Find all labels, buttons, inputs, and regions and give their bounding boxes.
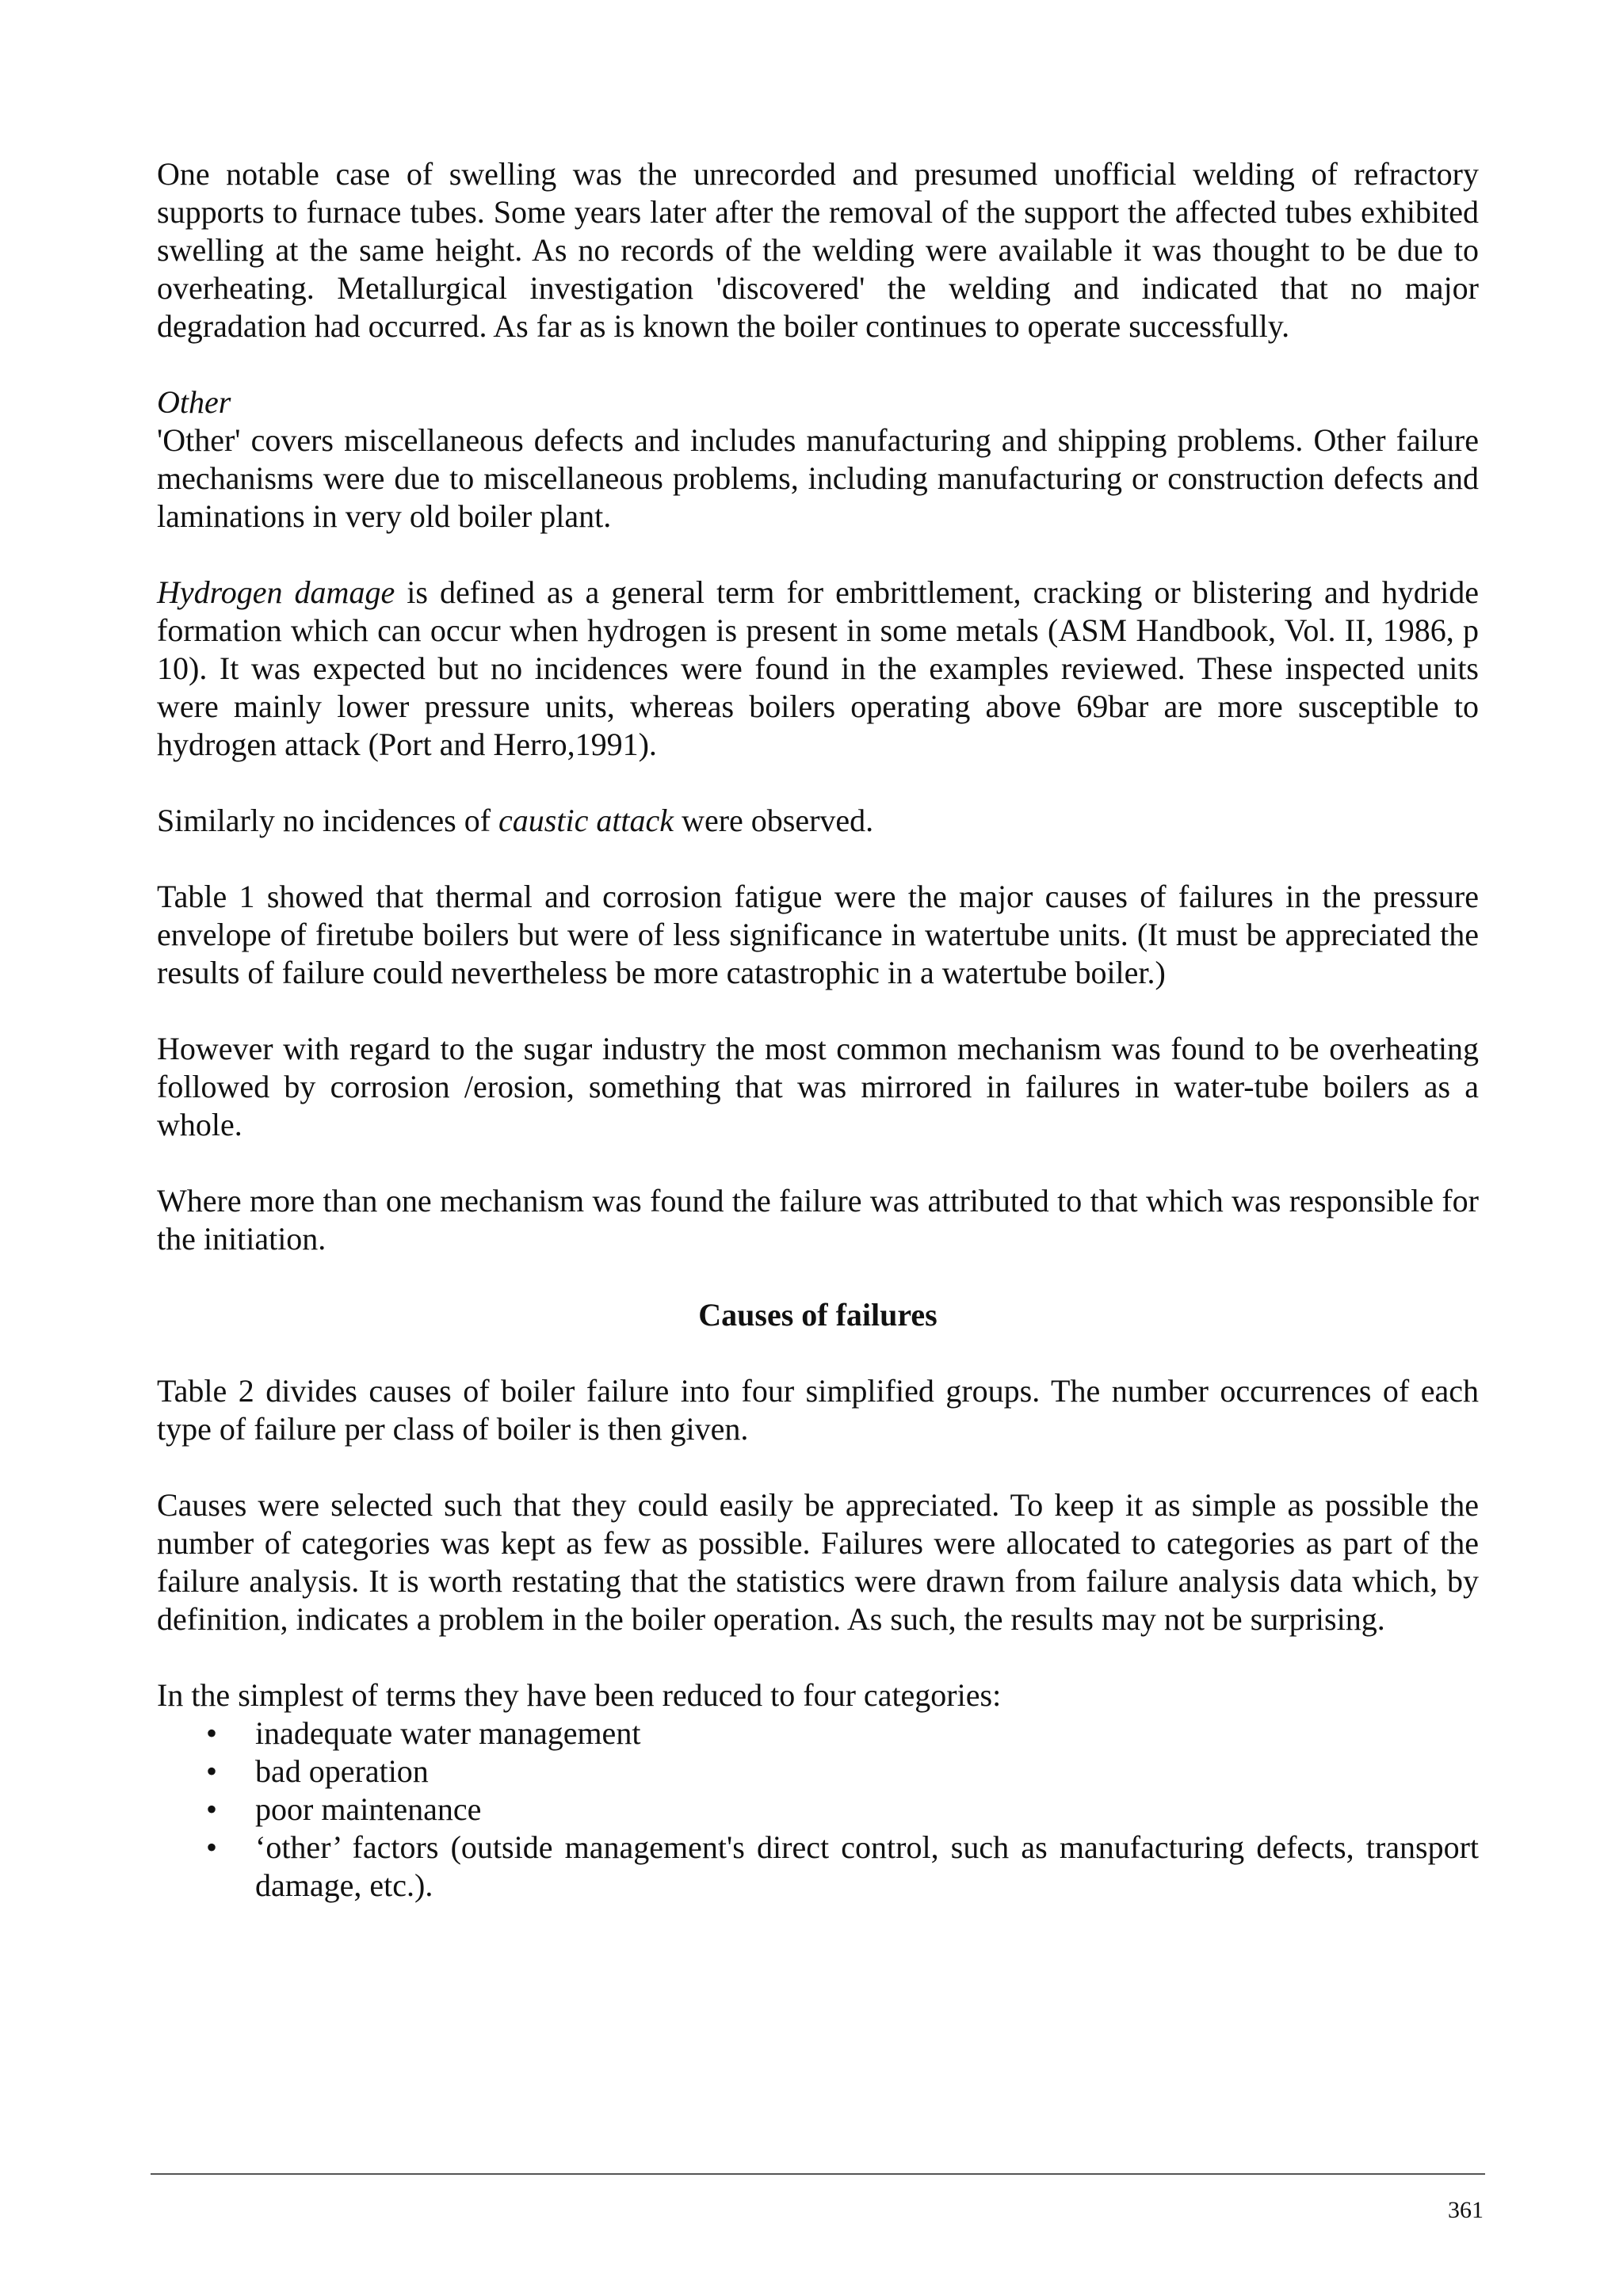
paragraph-mechanism-attribution: Where more than one mechanism was found the failure was attributed to that which was responsible for the initiation. — [157, 1183, 1479, 1257]
bullet-icon: • — [206, 1715, 218, 1751]
bullet-icon: • — [206, 1829, 218, 1865]
paragraph-hydrogen-damage — [157, 574, 1479, 764]
page-body — [157, 155, 1479, 1905]
paragraph-table1-summary: Table 1 showed that thermal and corrosion fatigue were the major causes of failures in the pressure envelope of firetube boilers but were of less significance in watertube units. (It must be appreciated the results of failure could nevertheless be more catastrophic in a watertube boiler.) — [157, 879, 1479, 990]
list-item — [157, 1791, 1479, 1829]
section-heading-causes-of-failures: Causes of failures — [698, 1297, 938, 1333]
list-item-text: ‘other’ factors (outside management's direct control, such as manufacturing defects, transport damage, etc.). — [255, 1829, 1479, 1903]
term-hydrogen-damage: Hydrogen damage — [157, 574, 395, 610]
page-number: 361 — [1448, 2197, 1484, 2223]
list-item — [157, 1714, 1479, 1753]
paragraph-categories-selection: Causes were selected such that they could easily be appreciated. To keep it as simple as possible the number of categories was kept as few as possible. Failures were allocated to categories as part of the failure analysis. It is worth restating that the statistics were drawn from failure analysis data which, by definition, indicates a problem in the boiler operation. As such, the results may not be surprising. — [157, 1487, 1479, 1637]
list-item — [157, 1753, 1479, 1791]
paragraph-hydrogen-damage-text: is defined as a general term for embrittlement, cracking or blistering and hydride formation which can occur when hydrogen is present in some metals (ASM Handbook, Vol. II, 1986, p 10). It was expected but no incidences were found in the examples reviewed. These inspected units were mainly lower pressure units, whereas boilers operating above 69bar are more susceptible to hydrogen attack (Port and Herro,1991). — [157, 574, 1479, 762]
section-other — [157, 383, 1479, 536]
categories-list — [157, 1714, 1479, 1905]
paragraph-other: 'Other' covers miscellaneous defects and includes manufacturing and shipping problems. Other failure mechanisms were due to miscellaneous problems, including manufacturing or construction defects and laminations in very old boiler plant. — [157, 422, 1479, 534]
paragraph-four-categories-intro: In the simplest of terms they have been reduced to four categories: — [157, 1677, 1002, 1713]
paragraph-table2-intro: Table 2 divides causes of boiler failure into four simplified groups. The number occurrences of each type of failure per class of boiler is then given. — [157, 1373, 1479, 1447]
footer-divider — [151, 2173, 1485, 2175]
list-item — [157, 1829, 1479, 1905]
paragraph-sugar-industry: However with regard to the sugar industry the most common mechanism was found to be overheating followed by corrosion /erosion, something that was mirrored in failures in water-tube boilers as a whole. — [157, 1031, 1479, 1142]
list-item-text: inadequate water management — [255, 1715, 641, 1751]
paragraph-caustic-attack-start: Similarly no incidences of — [157, 803, 499, 838]
paragraph-swelling-case: One notable case of swelling was the unrecorded and presumed unofficial welding of refractory supports to furnace tubes. Some years later after the removal of the support the affected tubes exhibited swelling at the same height. As no records of the welding were available it was thought to be due to overheating. Metallurgical investigation 'discovered' the welding and indicated that no major degradation had occurred. As far as is known the boiler continues to operate successfully. — [157, 156, 1479, 344]
list-item-text: bad operation — [255, 1753, 429, 1789]
bullet-icon: • — [206, 1791, 218, 1827]
list-item-text: poor maintenance — [255, 1791, 482, 1827]
paragraph-caustic-attack — [157, 802, 1479, 840]
subheading-other: Other — [157, 384, 231, 420]
term-caustic-attack: caustic attack — [498, 803, 674, 838]
bullet-icon: • — [206, 1753, 218, 1789]
paragraph-caustic-attack-end: were observed. — [674, 803, 874, 838]
